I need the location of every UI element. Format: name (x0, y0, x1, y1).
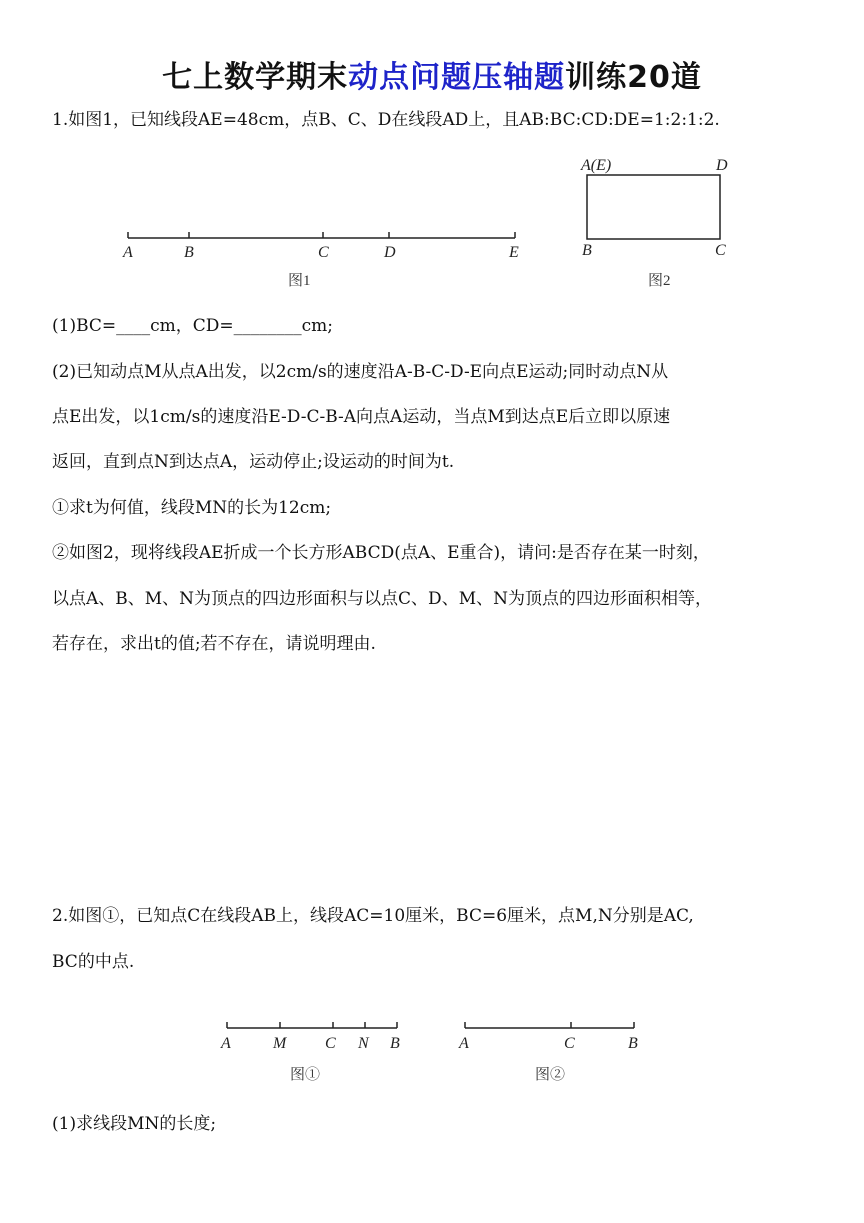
label-c: C (318, 244, 329, 261)
q1-sub1: (1)BC=____cm，CD=________cm; (52, 316, 334, 336)
q1-part-b-line2: 以点A、B、M、N为顶点的四边形面积与以点C、D、M、N为顶点的四边形面积相等， (52, 589, 712, 609)
label-a-e: A(E) (581, 157, 612, 174)
title-highlight: 动点问题压轴题 (348, 60, 566, 95)
q1-stem: 1.如图1，已知线段AE=48cm，点B、C、D在线段AD上，且AB:BC:CD:DE=1:2:1:2. (52, 110, 720, 130)
label-n: N (358, 1035, 369, 1052)
q1-sub2-line1: (2)已知动点M从点A出发，以2cm/s的速度沿A-B-C-D-E向点E运动;同时动点N从 (52, 362, 669, 382)
label-d: D (384, 244, 396, 261)
q1-sub2-line3: 返回，直到点N到达点A，运动停止;设运动的时间为t. (52, 452, 455, 472)
rectangle-abcd (587, 175, 720, 239)
q2-stem-line2: BC的中点. (52, 952, 135, 972)
q2-stem-line1: 2.如图①，已知点C在线段AB上，线段AC=10厘米，BC=6厘米，点M,N分别是AC, (52, 906, 694, 926)
page-title (0, 52, 864, 96)
q1-part-b-line3: 若存在，求出t的值;若不存在，请说明理由. (52, 634, 376, 654)
title-part2: 训练20道 (565, 60, 702, 95)
label-a: A (123, 244, 133, 261)
figure-circled-1 (210, 1015, 420, 1090)
label-a: A (459, 1035, 469, 1052)
label-b: B (628, 1035, 638, 1052)
label-a: A (221, 1035, 231, 1052)
label-c: C (564, 1035, 575, 1052)
label-e: E (509, 244, 519, 261)
label-m: M (273, 1035, 287, 1052)
q1-part-a: ①求t为何值，线段MN的长为12cm; (52, 498, 332, 518)
figure-2 (575, 155, 745, 290)
figure-2-caption: 图2 (648, 273, 671, 289)
label-b: B (390, 1035, 400, 1052)
label-c: C (715, 242, 726, 259)
label-b: B (184, 244, 194, 261)
q2-sub1: (1)求线段MN的长度; (52, 1114, 217, 1134)
figure-circled-1-caption: 图① (290, 1067, 321, 1083)
q1-sub2-line2: 点E出发，以1cm/s的速度沿E-D-C-B-A向点A运动，当点M到达点E后立即以原速 (52, 407, 671, 427)
label-d: D (716, 157, 728, 174)
label-b: B (582, 242, 592, 259)
figure-1-caption: 图1 (288, 273, 311, 289)
figure-circled-2 (450, 1015, 650, 1090)
figure-circled-2-caption: 图② (535, 1067, 566, 1083)
label-c: C (325, 1035, 336, 1052)
figure-1 (110, 225, 540, 295)
q1-part-b-line1: ②如图2，现将线段AE折成一个长方形ABCD(点A、E重合)，请问:是否存在某一时刻， (52, 543, 710, 563)
title-part1: 七上数学期末 (162, 60, 349, 95)
